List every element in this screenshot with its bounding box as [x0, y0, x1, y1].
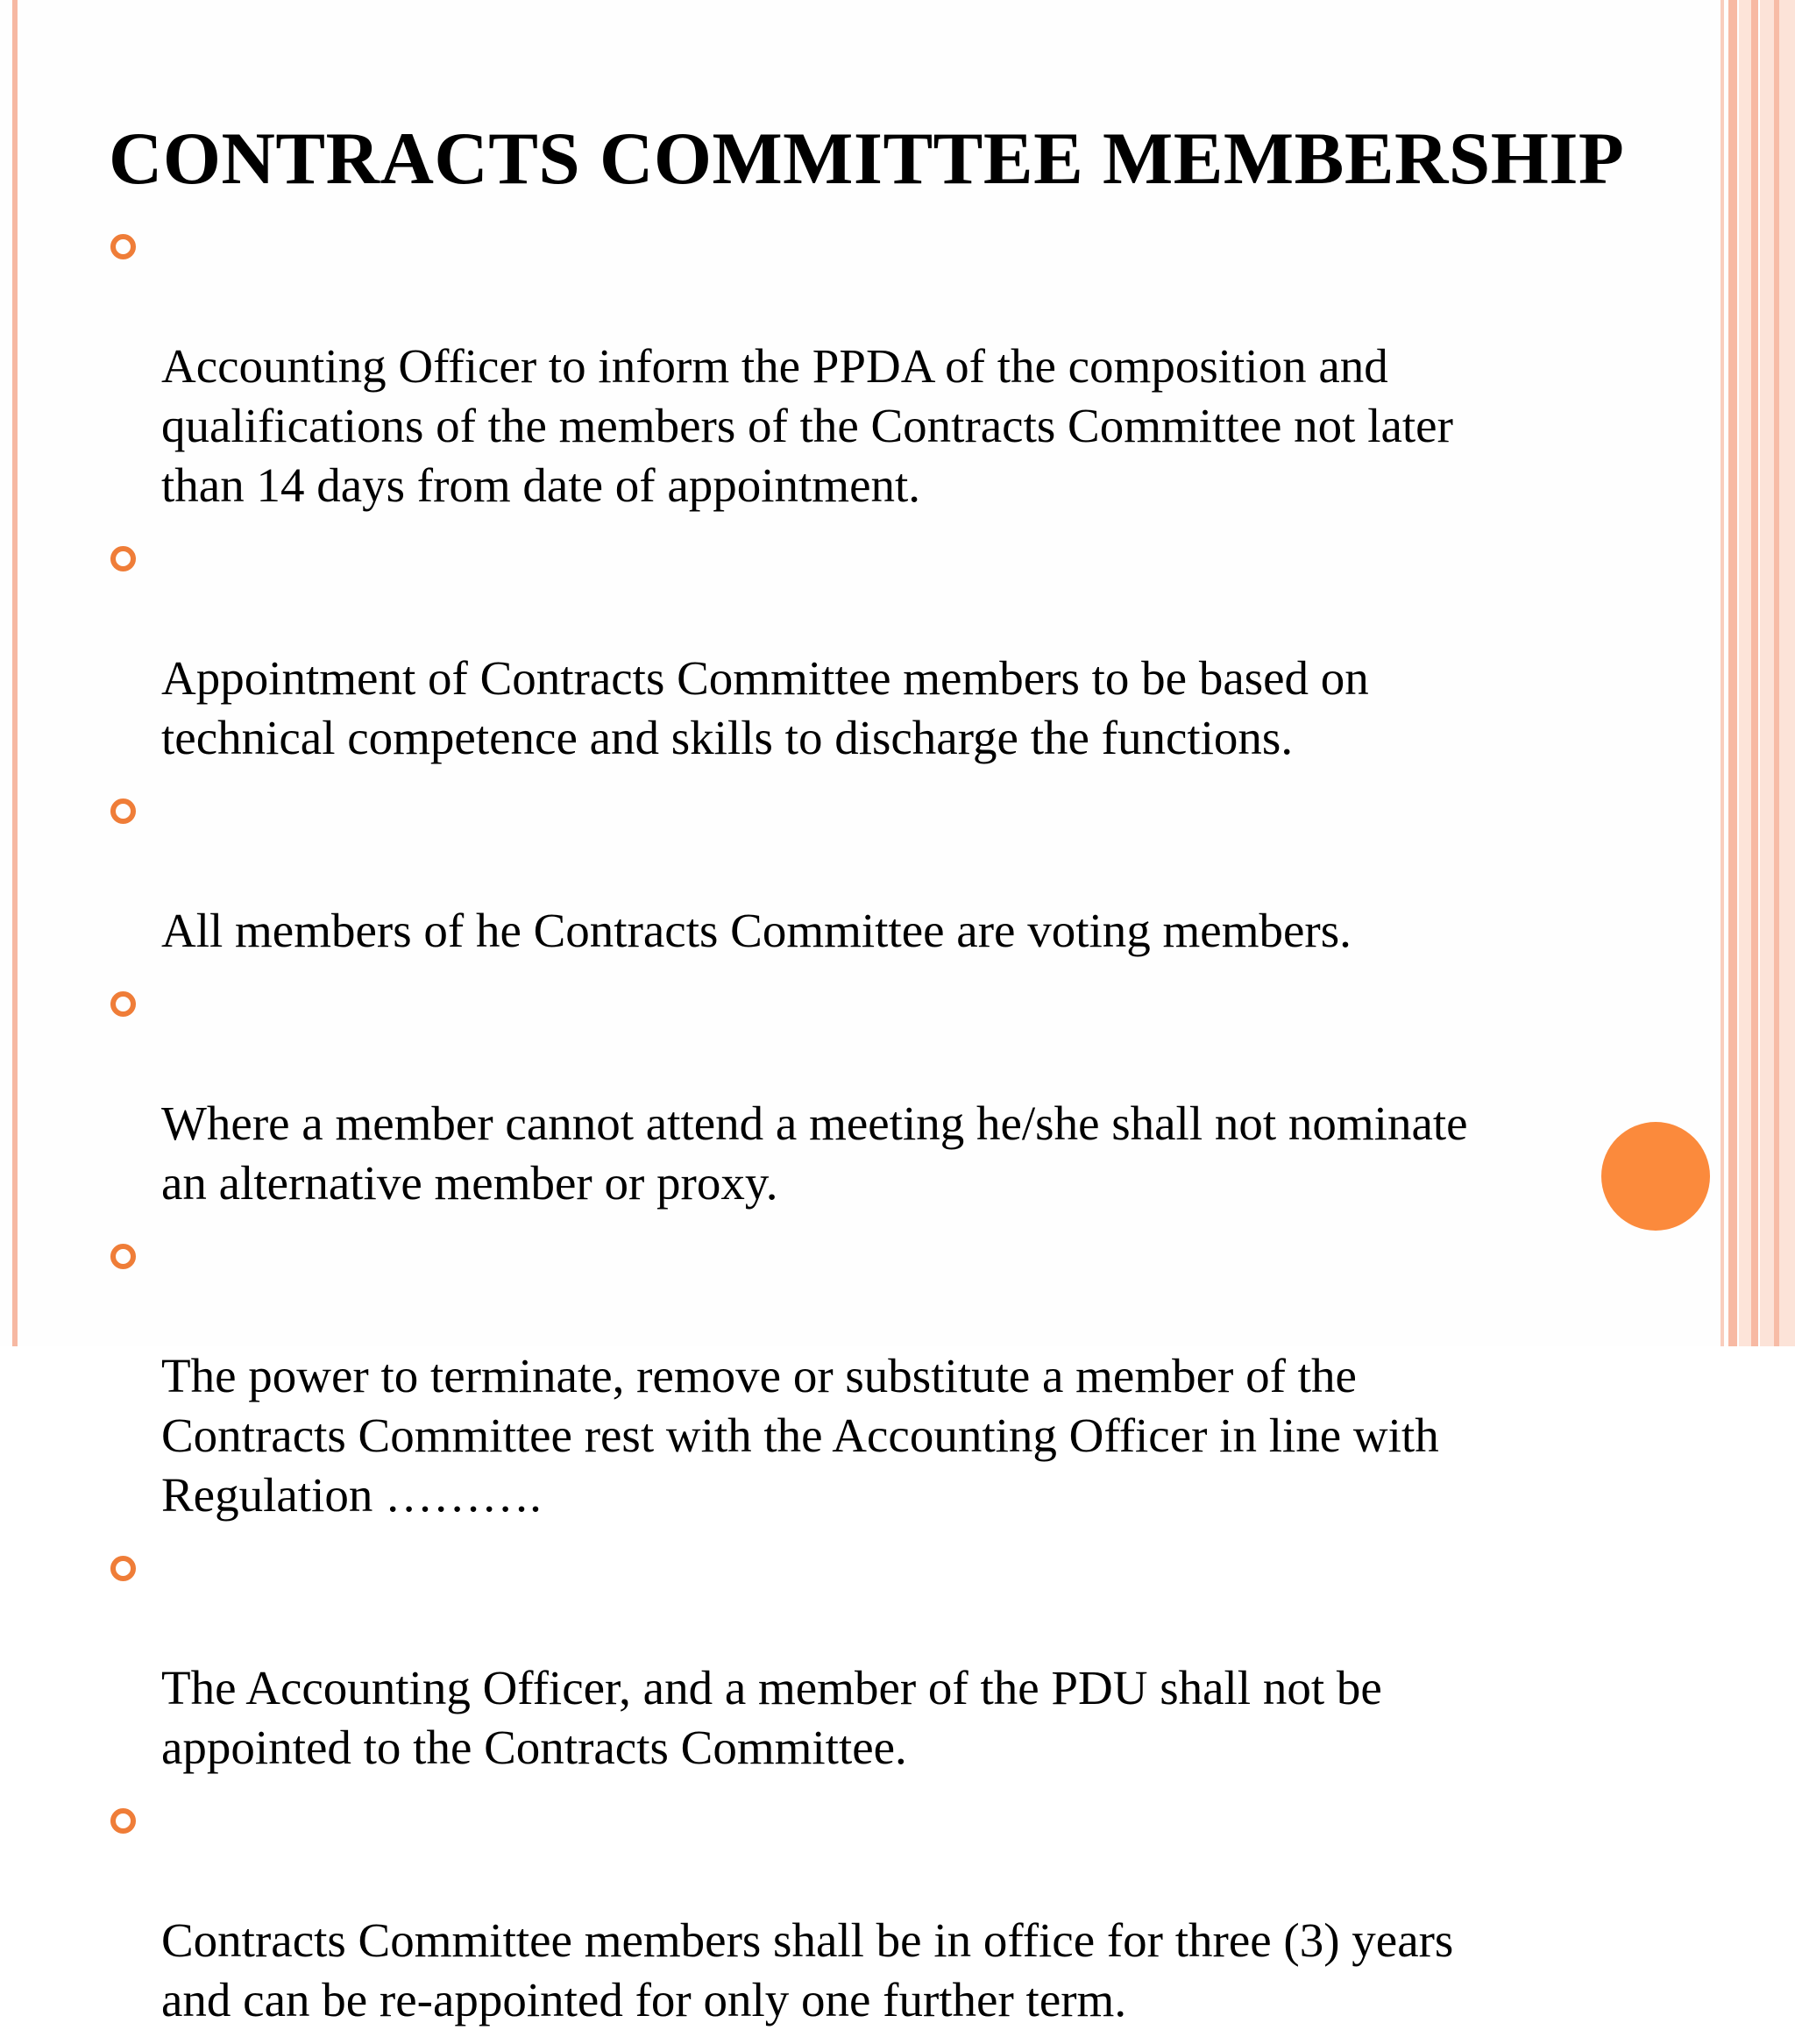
bullet-circle-icon: [110, 1556, 136, 1581]
right-stripe: [1774, 0, 1779, 1346]
list-item: [0, 1539, 1718, 1778]
right-stripe: [1751, 0, 1758, 1346]
bullet-text: Accounting Officer to inform the PPDA of the composition and qualifications of the members of the Contracts Committee not later than 14 days from date of appointment.: [161, 339, 1453, 512]
bullet-text: Contracts Committee members shall be in office for three (3) years and can be re-appointed for only one further term.: [161, 1913, 1454, 2026]
list-item: [0, 529, 1718, 768]
bullet-circle-icon: [110, 546, 136, 571]
bullet-text: Where a member cannot attend a meeting he/she shall not nominate an alternative member or proxy.: [161, 1097, 1468, 1210]
list-item: [0, 1792, 1718, 2030]
bullet-text: All members of he Contracts Committee are voting members.: [161, 904, 1352, 957]
list-item: [0, 1227, 1718, 1525]
bullet-list: [0, 217, 1718, 2044]
bullet-circle-icon: [110, 991, 136, 1017]
slide-title: CONTRACTS COMMITTEE MEMBERSHIP: [109, 117, 1625, 200]
bullet-circle-icon: [110, 234, 136, 259]
right-stripe: [1728, 0, 1737, 1346]
bullet-text: The power to terminate, remove or substitute a member of the Contracts Committee rest with the Accounting Officer in line with Regulation ……….: [161, 1349, 1439, 1522]
list-item: [0, 782, 1718, 961]
bullet-text: The Accounting Officer, and a member of the PDU shall not be appointed to the Contracts Committee.: [161, 1661, 1382, 1774]
bullet-circle-icon: [110, 798, 136, 824]
right-stripe: [1739, 0, 1751, 1346]
bullet-text: Appointment of Contracts Committee members to be based on technical competence and skills to discharge the functions.: [161, 651, 1369, 764]
list-item: [0, 975, 1718, 1213]
decorative-orange-circle: [1601, 1122, 1710, 1231]
list-item: [0, 217, 1718, 515]
bullet-circle-icon: [110, 1808, 136, 1834]
bullet-circle-icon: [110, 1244, 136, 1269]
